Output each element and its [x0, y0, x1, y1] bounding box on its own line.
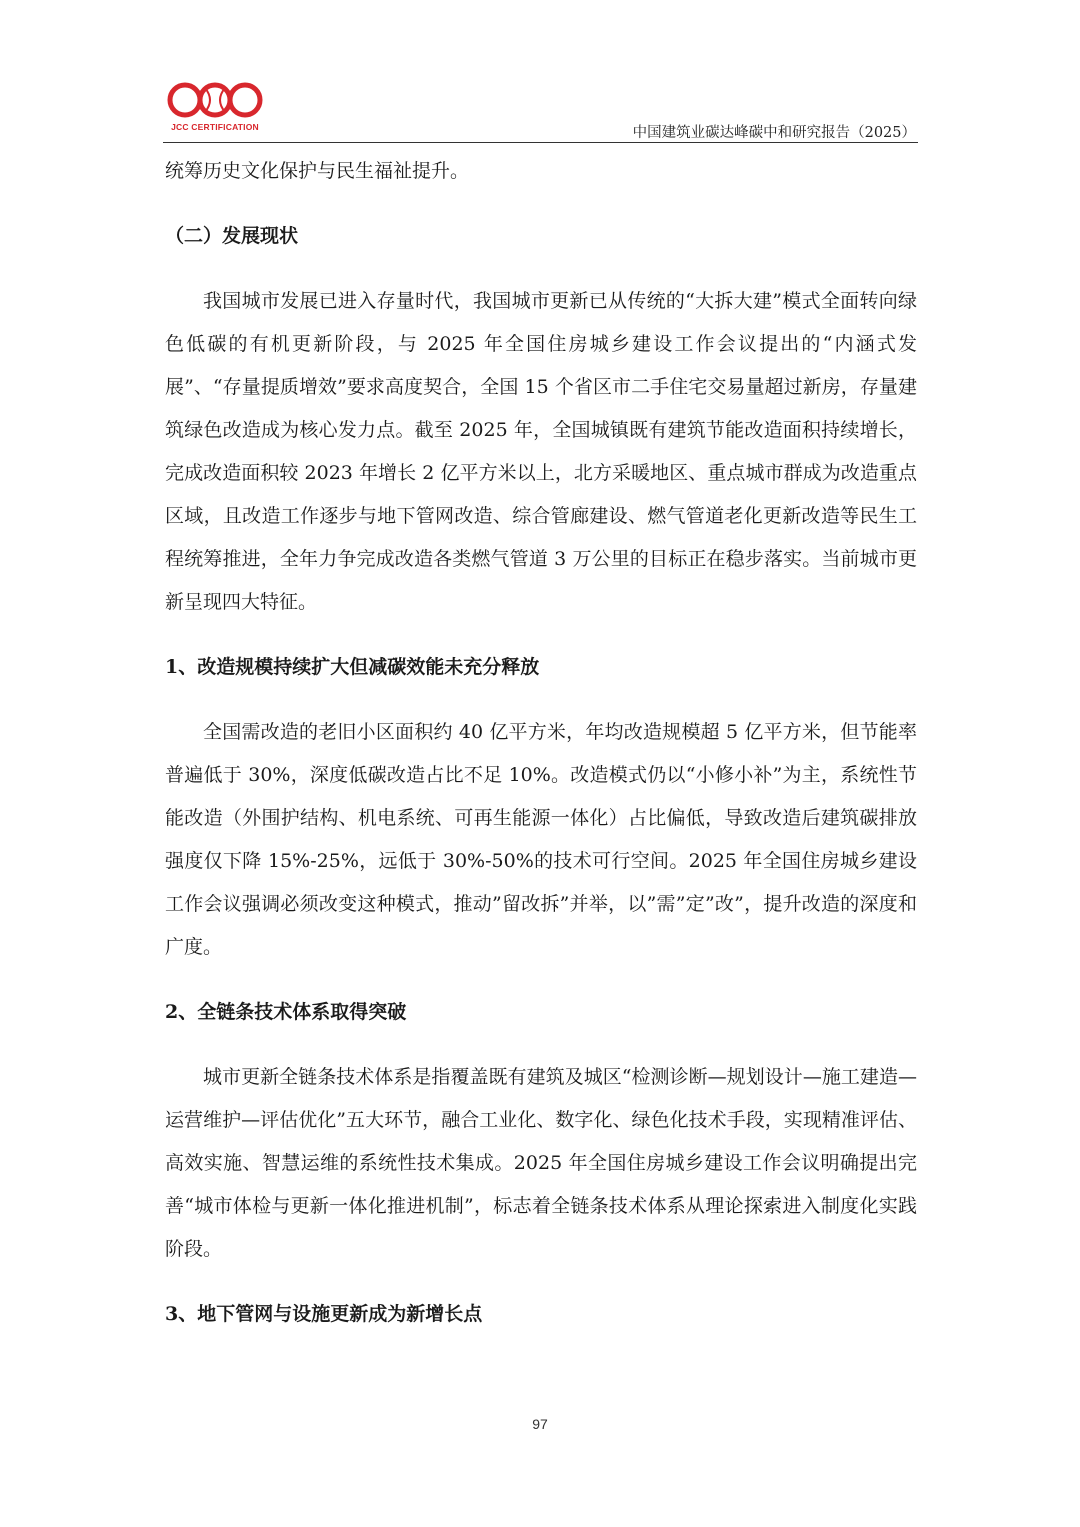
continuation-paragraph: 统筹历史文化保护与民生福祉提升。 [165, 160, 470, 182]
intro-paragraph: 我国城市发展已进入存量时代，我国城市更新已从传统的“大拆大建”模式全面转向绿色低碳的有机更新阶段，与 2025 年全国住房城乡建设工作会议提出的“内涵式发展”、“存量提质增效”要求高度契合，全国 15 个省区市二手住宅交易量超过新房，存量建筑绿色改造成为核心发力点。截至 2025 年，全国城镇既有建筑节能改造面积持续增长，完成改造面积较 2023 年增长 2 亿平方米以上，北方采暖地区、重点城市群成为改造重点区域，且改造工作逐步与地下管网改造、综合管廊建设、燃气管道老化更新改造等民生工程统筹推进，全年力争完成改造各类燃气管道 3 万公里的目标正在稳步落实。当前城市更新呈现四大特征。 [165, 290, 917, 613]
item3-heading: 3、地下管网与设施更新成为新增长点 [165, 1303, 483, 1325]
jcc-rings-icon [165, 80, 265, 122]
page-number: 97 [532, 1416, 548, 1432]
report-header-title: 中国建筑业碳达峰碳中和研究报告（2025） [632, 125, 916, 141]
item1-heading: 1、改造规模持续扩大但减碳效能未充分释放 [165, 656, 540, 678]
jcc-logo [165, 80, 265, 136]
logo-text: JCC CERTIFICATION [171, 122, 259, 132]
header-divider [163, 142, 918, 143]
page-content [165, 150, 917, 1336]
section-heading: （二）发展现状 [165, 225, 299, 247]
item1-paragraph: 全国需改造的老旧小区面积约 40 亿平方米，年均改造规模超 5 亿平方米，但节能率普遍低于 30%，深度低碳改造占比不足 10%。改造模式仍以“小修小补”为主，系统性节能改造（外围护结构、机电系统、可再生能源一体化）占比偏低，导致改造后建筑碳排放强度仅下降 15%-25%，远低于 30%-50%的技术可行空间。2025 年全国住房城乡建设工作会议强调必须改变这种模式，推动”留改拆”并举，以”需”定”改”，提升改造的深度和广度。 [165, 721, 917, 958]
item2-heading: 2、全链条技术体系取得突破 [165, 1001, 407, 1023]
item2-paragraph: 城市更新全链条技术体系是指覆盖既有建筑及城区“检测诊断—规划设计—施工建造—运营维护—评估优化”五大环节，融合工业化、数字化、绿色化技术手段，实现精准评估、高效实施、智慧运维的系统性技术集成。2025 年全国住房城乡建设工作会议明确提出完善“城市体检与更新一体化推进机制”，标志着全链条技术体系从理论探索进入制度化实践阶段。 [165, 1066, 917, 1260]
